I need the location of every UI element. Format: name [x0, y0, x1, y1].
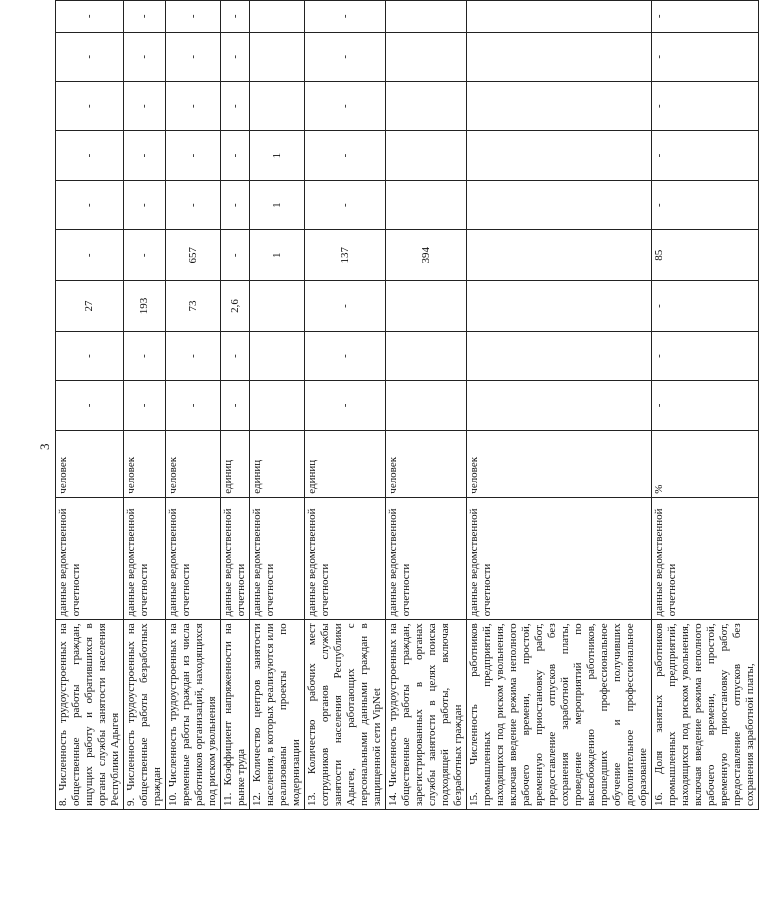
value-cell	[386, 281, 467, 332]
source-cell: данные ведомственной отчетности	[386, 497, 467, 620]
value-cell: -	[305, 381, 386, 430]
unit-cell: человек	[386, 430, 467, 497]
value-cell: -	[166, 81, 221, 130]
value-cell: -	[652, 1, 759, 33]
value-cell: -	[305, 331, 386, 380]
value-cell	[250, 381, 305, 430]
value-cell: -	[221, 230, 250, 281]
unit-cell: единиц	[221, 430, 250, 497]
value-cell: -	[166, 131, 221, 181]
value-cell: 27	[56, 281, 124, 332]
indicator-cell: 14. Численность трудоустроенных на общественные работы граждан, зарегистрированных в органах службы занятости в целях поиска подходящей работы, включая безработных граждан	[386, 620, 467, 810]
value-cell: -	[56, 1, 124, 33]
value-cell: -	[221, 180, 250, 230]
value-cell: 193	[124, 281, 166, 332]
value-cell	[250, 32, 305, 81]
value-cell: -	[305, 32, 386, 81]
value-cell: -	[652, 331, 759, 380]
source-cell: данные ведомственной отчетности	[56, 497, 124, 620]
value-cell: -	[652, 32, 759, 81]
indicator-cell: 13. Количество рабочих мест сотрудников органов службы занятости населения Республики Адыгея, работающих с персональными данными граждан в защищенной сети VipNet	[305, 620, 386, 810]
value-cell	[250, 331, 305, 380]
value-cell: -	[124, 81, 166, 130]
source-cell: данные ведомственной отчетности	[221, 497, 250, 620]
indicator-cell: 9. Численность трудоустроенных на общественные работы безработных граждан	[124, 620, 166, 810]
table-row	[56, 1, 124, 810]
unit-cell: человек	[56, 430, 124, 497]
value-cell: -	[56, 331, 124, 380]
value-cell: -	[56, 32, 124, 81]
value-cell	[467, 331, 652, 380]
value-cell: -	[166, 32, 221, 81]
table-row	[250, 1, 305, 810]
value-cell: -	[652, 131, 759, 181]
value-cell	[467, 180, 652, 230]
value-cell	[467, 81, 652, 130]
indicators-table	[55, 0, 759, 810]
value-cell: -	[221, 131, 250, 181]
source-cell: данные ведомственной отчетности	[652, 497, 759, 620]
table-row	[652, 1, 759, 810]
value-cell	[386, 331, 467, 380]
value-cell	[386, 32, 467, 81]
source-cell: данные ведомственной отчетности	[250, 497, 305, 620]
value-cell	[250, 81, 305, 130]
value-cell: -	[56, 180, 124, 230]
value-cell	[386, 81, 467, 130]
value-cell	[386, 1, 467, 33]
value-cell: -	[56, 81, 124, 130]
value-cell: -	[56, 131, 124, 181]
table-row	[305, 1, 386, 810]
value-cell	[467, 1, 652, 33]
value-cell: 1	[250, 230, 305, 281]
table-row	[386, 1, 467, 810]
unit-cell: человек	[467, 430, 652, 497]
value-cell	[386, 381, 467, 430]
table-row	[221, 1, 250, 810]
value-cell: -	[652, 281, 759, 332]
value-cell: -	[305, 131, 386, 181]
value-cell: -	[221, 32, 250, 81]
source-cell: данные ведомственной отчетности	[124, 497, 166, 620]
source-cell: данные ведомственной отчетности	[467, 497, 652, 620]
value-cell	[250, 1, 305, 33]
value-cell: -	[56, 230, 124, 281]
value-cell: -	[124, 32, 166, 81]
value-cell: -	[124, 180, 166, 230]
value-cell: -	[124, 131, 166, 181]
value-cell: -	[305, 81, 386, 130]
value-cell: 85	[652, 230, 759, 281]
value-cell	[250, 281, 305, 332]
source-cell: данные ведомственной отчетности	[166, 497, 221, 620]
value-cell: -	[652, 180, 759, 230]
value-cell	[467, 281, 652, 332]
unit-cell: человек	[166, 430, 221, 497]
table-row	[166, 1, 221, 810]
value-cell: -	[166, 381, 221, 430]
value-cell: -	[305, 281, 386, 332]
value-cell: 657	[166, 230, 221, 281]
value-cell: 1	[250, 180, 305, 230]
value-cell	[467, 131, 652, 181]
indicator-cell: 15. Численность работников промышленных предприятий, находящихся под риском увольнения, включая введение режима неполного рабочего времени, простой, временную приостановку работ, предоставление отпусков без сохранения заработной платы, проведение мероприятий по высвобождению работников, прошедших профессиональное обучение и получивших дополнительное профессиональное образование	[467, 620, 652, 810]
indicator-cell: 12. Количество центров занятости населения, в которых реализуются или реализованы проекты по модернизации	[250, 620, 305, 810]
value-cell: 73	[166, 281, 221, 332]
value-cell: -	[305, 1, 386, 33]
value-cell: 2,6	[221, 281, 250, 332]
unit-cell: %	[652, 430, 759, 497]
unit-cell: единиц	[305, 430, 386, 497]
value-cell: 394	[386, 230, 467, 281]
value-cell: -	[166, 180, 221, 230]
unit-cell: человек	[124, 430, 166, 497]
value-cell	[467, 381, 652, 430]
value-cell: -	[305, 180, 386, 230]
value-cell: -	[166, 331, 221, 380]
value-cell: -	[124, 230, 166, 281]
value-cell	[467, 230, 652, 281]
value-cell: -	[221, 81, 250, 130]
indicator-cell: 11. Коэффициент напряженности на рынке труда	[221, 620, 250, 810]
value-cell: -	[124, 1, 166, 33]
value-cell: -	[652, 81, 759, 130]
indicator-cell: 10. Численность трудоустроенных на временные работы граждан из числа работников организаций, находящихся под риском увольнения	[166, 620, 221, 810]
value-cell: -	[221, 331, 250, 380]
value-cell: -	[56, 381, 124, 430]
table-row	[124, 1, 166, 810]
value-cell: 1	[250, 131, 305, 181]
source-cell: данные ведомственной отчетности	[305, 497, 386, 620]
value-cell: 137	[305, 230, 386, 281]
table-row	[467, 1, 652, 810]
unit-cell: единиц	[250, 430, 305, 497]
indicator-cell: 16. Доля занятых работников промышленных предприятий, находящихся под риском увольнения, включая введение режима неполного рабочего времени, простой, временную приостановку работ, предоставление отпусков без сохранения заработной платы,	[652, 620, 759, 810]
value-cell: -	[652, 381, 759, 430]
value-cell: -	[221, 381, 250, 430]
value-cell	[386, 131, 467, 181]
value-cell: -	[124, 381, 166, 430]
value-cell: -	[221, 1, 250, 33]
page-number: 3	[37, 443, 52, 450]
indicator-cell: 8. Численность трудоустроенных на общественные работы граждан, ищущих работу и обратившихся в органы службы занятости населения Республики Адыгея	[56, 620, 124, 810]
value-cell	[386, 180, 467, 230]
value-cell: -	[124, 331, 166, 380]
value-cell: -	[166, 1, 221, 33]
value-cell	[467, 32, 652, 81]
